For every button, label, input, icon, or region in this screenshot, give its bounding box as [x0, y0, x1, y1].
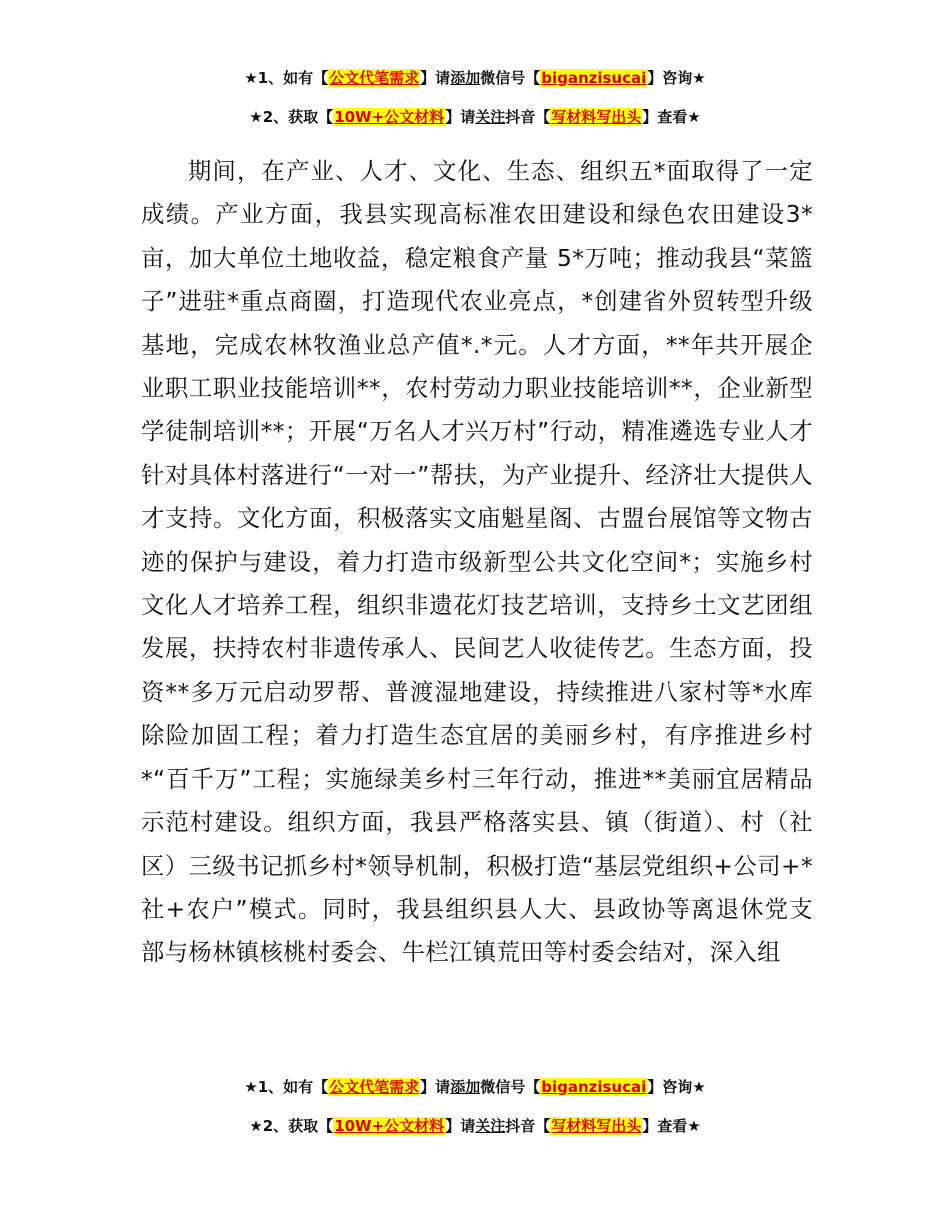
banner-text: 微信号【	[480, 69, 541, 87]
materials-highlight: 10W+公文材料	[334, 108, 445, 126]
banner-text: 抖音【	[505, 108, 551, 126]
banner-emphasis: 添加	[450, 69, 481, 87]
bottom-banner-follow	[0, 1116, 950, 1136]
banner-text: ★1、如有【	[244, 1078, 329, 1096]
banner-text: 】请	[445, 108, 476, 126]
body-paragraph: 期间，在产业、人才、文化、生态、组织五*面取得了一定成绩。产业方面，我县实现高标准农田建设和绿色农田建设3*亩，加大单位土地收益，稳定粮食产量 5*万吨；推动我县“菜篮子”进驻*重点商圈，打造现代农业亮点，*创建省外贸转型升级基地，完成农林牧渔业总产值*.*元。人才方面，**年共开展企业职工职业技能培训**，农村劳动力职业技能培训**，企业新型学徒制培训**；开展“万名人才兴万村”行动，精准遴选专业人才针对具体村落进行“一对一”帮扶，为产业提升、经济壮大提供人才支持。文化方面，积极落实文庙魁星阁、古盟台展馆等文物古迹的保护与建设，着力打造市级新型公共文化空间*；实施乡村文化人才培养工程，组织非遗花灯技艺培训，支持乡土文艺团组发展，扶持农村非遗传承人、民间艺人收徒传艺。生态方面，投资**多万元启动罗帮、普渡湿地建设，持续推进八家村等*水库除险加固工程；着力打造生态宜居的美丽乡村，有序推进乡村*“百千万”工程；实施绿美乡村三年行动，推进**美丽宜居精品示范村建设。组织方面，我县严格落实县、镇（街道）、村（社区）三级书记抓乡村*领导机制，积极打造“基层党组织+公司+*社+农户”模式。同时，我县组织县人大、县政协等离退休党支部与杨林镇核桃村委会、牛栏江镇荒田等村委会结对，深入组	[141, 158, 813, 967]
banner-text: 】请	[445, 1117, 476, 1135]
materials-highlight: 10W+公文材料	[334, 1117, 445, 1135]
banner-emphasis: 关注	[475, 108, 506, 126]
banner-text: 】查看★	[642, 1117, 701, 1135]
top-banner-follow	[0, 107, 950, 127]
banner-text: ★2、获取【	[249, 1117, 334, 1135]
top-banner-consult	[0, 68, 950, 88]
banner-text: 】查看★	[642, 108, 701, 126]
banner-text: 】请	[420, 69, 451, 87]
banner-text: 抖音【	[505, 1117, 551, 1135]
bottom-banner-consult	[0, 1077, 950, 1097]
ghostwriting-highlight: 公文代笔需求	[329, 69, 420, 87]
wechat-id-highlight: biganzisucai	[541, 69, 647, 87]
banner-emphasis: 关注	[475, 1117, 506, 1135]
banner-text: 】请	[420, 1078, 451, 1096]
douyin-account-highlight: 写材料写出头	[551, 108, 642, 126]
banner-text: ★1、如有【	[244, 69, 329, 87]
banner-text: 微信号【	[480, 1078, 541, 1096]
ghostwriting-highlight: 公文代笔需求	[329, 1078, 420, 1096]
banner-text: ★2、获取【	[249, 108, 334, 126]
douyin-account-highlight: 写材料写出头	[551, 1117, 642, 1135]
banner-text: 】咨询★	[647, 1078, 706, 1096]
banner-emphasis: 添加	[450, 1078, 481, 1096]
banner-text: 】咨询★	[647, 69, 706, 87]
wechat-id-highlight: biganzisucai	[541, 1078, 647, 1096]
